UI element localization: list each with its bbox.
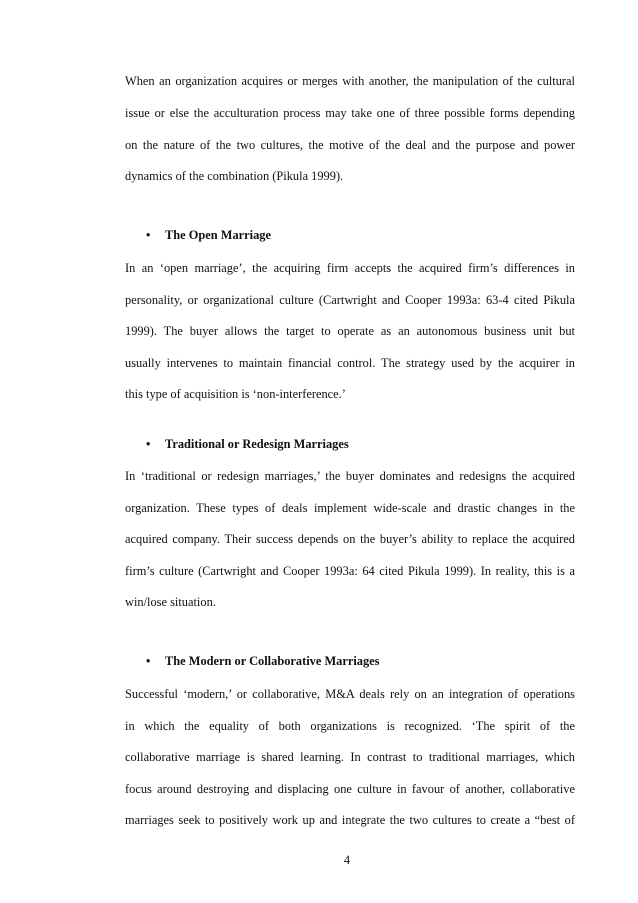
section-heading-text: The Open Marriage [165,228,271,242]
paragraph-line: firm’s culture (Cartwright and Cooper 1993a: 64 cited Pikula 1999). In reality, this is a [125,564,575,578]
section-heading-text: The Modern or Collaborative Marriages [165,654,380,668]
paragraph-line: this type of acquisition is ‘non-interference.’ [125,387,346,401]
section-heading-text: Traditional or Redesign Marriages [165,437,349,451]
paragraph-line: usually intervenes to maintain financial control. The strategy used by the acquirer in [125,356,575,370]
paragraph-line: collaborative marriage is shared learning. In contrast to traditional marriages, which [125,750,575,764]
paragraph-line: in which the equality of both organizations is recognized. ‘The spirit of the [125,719,575,733]
paragraph-line: 1999). The buyer allows the target to operate as an autonomous business unit but [125,324,575,338]
paragraph-line: acquired company. Their success depends on the buyer’s ability to replace the acquired [125,532,575,546]
paragraph-line: In an ‘open marriage’, the acquiring firm accepts the acquired firm’s differences in [125,261,575,275]
paragraph-line: on the nature of the two cultures, the motive of the deal and the purpose and power [125,138,575,152]
paragraph-line: win/lose situation. [125,595,216,609]
paragraph-line: dynamics of the combination (Pikula 1999). [125,169,344,183]
page-number: 4 [343,853,351,867]
paragraph-line: organization. These types of deals implement wide-scale and drastic changes in the [125,501,575,515]
paragraph-line: marriages seek to positively work up and integrate the two cultures to create a “best of [125,813,575,827]
bullet-icon: • [146,437,151,451]
bullet-icon: • [146,228,151,242]
paragraph-line: Successful ‘modern,’ or collaborative, M&A deals rely on an integration of operations [125,687,575,701]
bullet-icon: • [146,654,151,668]
paragraph-line: focus around destroying and displacing one culture in favour of another, collaborative [125,782,575,796]
paragraph-line: issue or else the acculturation process may take one of three possible forms depending [125,106,575,120]
paragraph-line: personality, or organizational culture (Cartwright and Cooper 1993a: 63-4 cited Pikula [125,293,575,307]
paragraph-line: When an organization acquires or merges with another, the manipulation of the cultural [125,74,575,88]
paragraph-line: In ‘traditional or redesign marriages,’ the buyer dominates and redesigns the acquired [125,469,575,483]
